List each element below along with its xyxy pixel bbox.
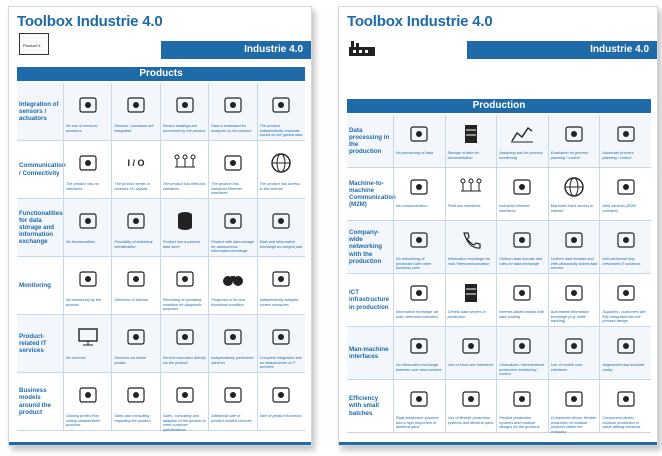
footer-bar: [339, 442, 657, 445]
maturity-cell: [393, 115, 445, 167]
table-row: [347, 327, 651, 380]
maturity-cell: [445, 115, 497, 167]
thermometer-icon: [114, 85, 157, 124]
svg-text:I / O: I / O: [127, 157, 145, 168]
value-icon: [211, 375, 254, 414]
table-row: [347, 380, 651, 433]
globe-icon: [260, 143, 303, 182]
cell-caption: Analyzing tool for process monitoring: [499, 151, 543, 160]
cell-caption: The product has access to the internet: [259, 182, 300, 191]
cell-caption: Central data servers in production: [447, 310, 486, 319]
maturity-cell: [496, 168, 548, 220]
row-label: Company-wide networking with the production: [349, 229, 383, 265]
maturity-cell: [393, 327, 445, 379]
cell-caption: The product has field bus interfaces: [162, 182, 206, 191]
row-label: Integration of sensors / actuators: [19, 100, 59, 123]
cell-caption: Additional sale of product-related services: [211, 414, 252, 423]
cell-caption: Independently performed services: [211, 356, 254, 365]
maturity-cell: [548, 274, 600, 326]
cell-caption: Data is evaluated for analyses by the product: [211, 124, 252, 133]
row-label: Communication / Connectivity: [19, 162, 66, 177]
speech-icon: [260, 85, 303, 124]
section-title: Production: [347, 99, 651, 113]
pyramid-icon: [551, 223, 598, 257]
cell-caption: Independently adopted control measures: [259, 298, 299, 307]
portal-icon: [499, 276, 546, 310]
cell-caption: Flexible production systems and modular designs for the products: [499, 416, 540, 430]
maturity-cell: [208, 83, 256, 140]
chip-icon: [163, 85, 206, 124]
industrie-banner: Industrie 4.0: [161, 41, 311, 59]
worker-icon: [396, 223, 443, 257]
cell-caption: Product with data storage for autonomous information exchange: [211, 240, 255, 254]
table-row: [17, 83, 305, 141]
service-icon: [163, 317, 206, 356]
maturity-cell: [63, 315, 111, 372]
row-label: Machine-to-machine Communication (M2M): [349, 179, 396, 209]
cell-caption: Augmented and assisted reality: [602, 363, 645, 372]
maturity-cell: [548, 221, 600, 273]
cell-caption: Information exchange via mail / telecommunication: [396, 310, 439, 319]
monitor-icon: [66, 317, 109, 356]
table-row: [347, 168, 651, 221]
maturity-cell: [111, 83, 159, 140]
cell-caption: Internet-based portals with data sharing: [499, 310, 544, 319]
cell-caption: Sale of product functions: [259, 414, 302, 418]
cell-caption: Automatic process planning / control: [602, 151, 634, 160]
footer-bar: [9, 442, 311, 445]
maturity-cell: [599, 115, 651, 167]
maturity-cell: [445, 327, 497, 379]
chart-icon: [499, 117, 546, 151]
cell-caption: Web services (M2M software): [602, 204, 636, 213]
maturity-cell: [445, 380, 497, 432]
maturity-cell: [63, 141, 111, 198]
globe-icon: [551, 170, 598, 204]
gears-icon: [396, 382, 443, 416]
maturity-cell: [496, 380, 548, 432]
cell-caption: Rigid production systems and a high proportion of identical parts: [396, 416, 439, 430]
mail-icon: [396, 276, 443, 310]
maturity-cell: [208, 199, 256, 256]
cloud-icon: [260, 201, 303, 240]
maturity-cell: [63, 83, 111, 140]
cell-caption: No monitoring by the product: [66, 298, 102, 307]
maturity-cell: [208, 373, 256, 430]
maturity-cell: [393, 380, 445, 432]
row-label: Product-related IT services: [19, 332, 47, 355]
phone-icon: [448, 223, 495, 257]
line-icon: [448, 382, 495, 416]
table-row: [17, 141, 305, 199]
maturity-cell: [111, 315, 159, 372]
cell-caption: Recording of operating condition for diagnostic purposes: [162, 298, 202, 312]
table-row: [17, 315, 305, 373]
product-box-icon: [19, 33, 49, 55]
cell-caption: No use of sensors/ actuators: [66, 124, 98, 133]
qr-icon: [114, 201, 157, 240]
maturity-cell: [257, 83, 305, 140]
cell-caption: Component-driven, flexible production of modular products within the company: [550, 416, 596, 434]
chain-icon: [602, 382, 649, 416]
maturity-cell: [496, 327, 548, 379]
binoculars-icon: [211, 259, 254, 298]
cell-caption: Use of flexible production systems and identical parts: [447, 416, 494, 425]
products-sheet: [8, 6, 312, 446]
maturity-cell: [208, 315, 256, 372]
maturity-cell: [208, 141, 256, 198]
satellite-icon: [66, 201, 109, 240]
euro-icon: [66, 375, 109, 414]
cell-caption: Sales and consulting regarding the product: [114, 414, 151, 423]
cell-caption: Field bus interfaces: [447, 204, 481, 208]
cell-caption: The product has no interfaces: [66, 182, 99, 191]
server-icon: [448, 276, 495, 310]
documents-icon: [499, 223, 546, 257]
plug-icon: [499, 170, 546, 204]
conveyor-icon: [551, 382, 598, 416]
question-icon: [551, 276, 598, 310]
robot-arm-icon: [602, 117, 649, 151]
tablet-icon: [551, 329, 598, 363]
factory-icon: [347, 39, 377, 57]
maturity-cell: [445, 168, 497, 220]
cell-caption: Suppliers / customers are fully integrated into the process design: [602, 310, 646, 324]
touch-icon: [499, 329, 546, 363]
serving-icon: [163, 375, 206, 414]
row-label: Monitoring: [19, 281, 51, 289]
maturity-cell: [548, 115, 600, 167]
maturity-cell: [160, 373, 208, 430]
cell-caption: Uniform data formats and rules for data exchange: [499, 257, 543, 266]
maturity-cell: [160, 199, 208, 256]
table-row: [347, 221, 651, 274]
ar-icon: [602, 329, 649, 363]
cell-caption: Sensors / actuators are integrated: [114, 124, 154, 133]
cell-caption: The product has industrial Ethernet interfaces: [211, 182, 242, 196]
table-row: [17, 199, 305, 257]
thumbs-icon: [114, 259, 157, 298]
team-icon: [114, 375, 157, 414]
io-icon: [114, 143, 157, 182]
infrastructure-icon: [260, 317, 303, 356]
section-title: Products: [17, 67, 305, 81]
maturity-cell: [393, 221, 445, 273]
maturity-cell: [111, 199, 159, 256]
maturity-cell: [257, 373, 305, 430]
wrench-icon: [211, 317, 254, 356]
cell-caption: Centralized / decentralized production monitoring / control: [499, 363, 545, 377]
maturity-cell: [496, 115, 548, 167]
cell-caption: No functionalities: [66, 240, 95, 244]
maturity-cell: [599, 168, 651, 220]
network-icon: [448, 170, 495, 204]
maturity-cell: [393, 168, 445, 220]
cell-caption: Use of mobile user interfaces: [550, 363, 583, 372]
logo-text: Product X: [23, 43, 41, 48]
cell-caption: Sales, consulting and adaption of the product to meet customer specifications: [162, 414, 206, 432]
cell-caption: Inter-divisional fully networked IT solutions: [602, 257, 641, 266]
cell-caption: No services: [66, 356, 86, 360]
maturity-cell: [257, 257, 305, 314]
satellite-icon: [66, 143, 109, 182]
row-label: Functionalities for data storage and information exchange: [19, 209, 63, 246]
server-icon: [448, 117, 495, 151]
maturity-cell: [160, 257, 208, 314]
maturity-cell: [496, 274, 548, 326]
production-grid: [347, 115, 651, 433]
mute-icon: [66, 259, 109, 298]
cell-caption: Automated information exchange (e.g. order tracking): [550, 310, 589, 324]
table-row: [347, 274, 651, 327]
maturity-cell: [257, 141, 305, 198]
maturity-cell: [160, 141, 208, 198]
cell-caption: Evaluation for process planning / control: [550, 151, 589, 160]
machines-icon: [396, 170, 443, 204]
maturity-cell: [548, 168, 600, 220]
cell-caption: Product has a passive data store: [162, 240, 201, 249]
operator-icon: [396, 329, 443, 363]
function-icon: [260, 375, 303, 414]
robots-icon: [602, 170, 649, 204]
cell-caption: Storage of data for documentation: [447, 151, 480, 160]
sheet-title: Toolbox Industrie 4.0: [17, 13, 163, 30]
cell-caption: Services via online portals: [114, 356, 147, 365]
monitor-off-icon: [396, 117, 443, 151]
maturity-cell: [160, 315, 208, 372]
maturity-cell: [160, 83, 208, 140]
hub-icon: [602, 223, 649, 257]
cell-caption: Complete integration into an infrastructure of IT services: [259, 356, 302, 370]
maturity-cell: [548, 380, 600, 432]
cell-caption: Gaining profits from selling standardised products: [66, 414, 100, 428]
sheet-title: Toolbox Industrie 4.0: [347, 13, 493, 30]
maturity-cell: [257, 315, 305, 372]
maturity-cell: [208, 257, 256, 314]
production-sheet: [338, 6, 658, 446]
cell-caption: Service execution directly via the product: [162, 356, 206, 365]
cell-caption: Information exchange via mail / telecommunication: [447, 257, 491, 266]
row-label: Efficiency with small batches: [349, 395, 379, 417]
laptop-icon: [114, 317, 157, 356]
table-row: [347, 115, 651, 168]
waveform-icon: [163, 259, 206, 298]
cell-caption: Sensor readings are processed by the product: [162, 124, 206, 133]
cell-caption: Data and information exchange as integral part: [259, 240, 303, 249]
table-row: [17, 257, 305, 315]
cell-caption: No information exchange between user and machine: [396, 363, 442, 372]
cell-caption: Use of local user interfaces: [447, 363, 494, 367]
cell-caption: Possibility of individual identification: [114, 240, 153, 249]
products-grid: [17, 83, 305, 431]
maturity-cell: [445, 274, 497, 326]
row-label: Man-machine interfaces: [349, 345, 389, 360]
maturity-cell: [111, 257, 159, 314]
car-icon: [211, 201, 254, 240]
analysis-icon: [211, 85, 254, 124]
module-icon: [499, 382, 546, 416]
table-row: [17, 373, 305, 431]
maturity-cell: [111, 373, 159, 430]
cell-caption: The product independently responds based on the gained data: [259, 124, 303, 138]
maturity-cell: [445, 221, 497, 273]
maturity-cell: [599, 327, 651, 379]
cell-caption: Detection of failures: [114, 298, 148, 302]
cell-caption: Industrial ethernet interfaces: [499, 204, 530, 213]
cell-caption: Prognosis of its own functional condition: [211, 298, 246, 307]
maturity-cell: [599, 380, 651, 432]
panel-icon: [448, 329, 495, 363]
cell-caption: The product sends or receives I/O signals: [114, 182, 151, 191]
maturity-cell: [599, 221, 651, 273]
lock-icon: [260, 259, 303, 298]
row-label: ICT infrastructure in production: [349, 289, 390, 311]
industrie-banner: Industrie 4.0: [467, 41, 657, 59]
cell-caption: No networking of production with other business units: [396, 257, 432, 271]
row-label: Business models around the product: [19, 387, 51, 416]
report-icon: [551, 117, 598, 151]
maturity-cell: [393, 274, 445, 326]
maturity-cell: [63, 257, 111, 314]
network-icon: [163, 143, 206, 182]
cell-caption: No processing of data: [396, 151, 433, 155]
maturity-cell: [63, 373, 111, 430]
supply-icon: [602, 276, 649, 310]
row-label: Data processing in the production: [349, 126, 390, 156]
maturity-cell: [257, 199, 305, 256]
maturity-cell: [63, 199, 111, 256]
plug-icon: [211, 143, 254, 182]
tools-icon: [66, 85, 109, 124]
maturity-cell: [599, 274, 651, 326]
cell-caption: Machines have access to internet: [550, 204, 594, 213]
maturity-cell: [548, 327, 600, 379]
cell-caption: Uniform data formats and inter-divisionally linked data servers: [550, 257, 598, 271]
maturity-cell: [496, 221, 548, 273]
maturity-cell: [111, 141, 159, 198]
cell-caption: No communication: [396, 204, 428, 208]
cell-caption: Component-driven, modular production in value-adding networks: [602, 416, 641, 430]
database-icon: [163, 201, 206, 240]
